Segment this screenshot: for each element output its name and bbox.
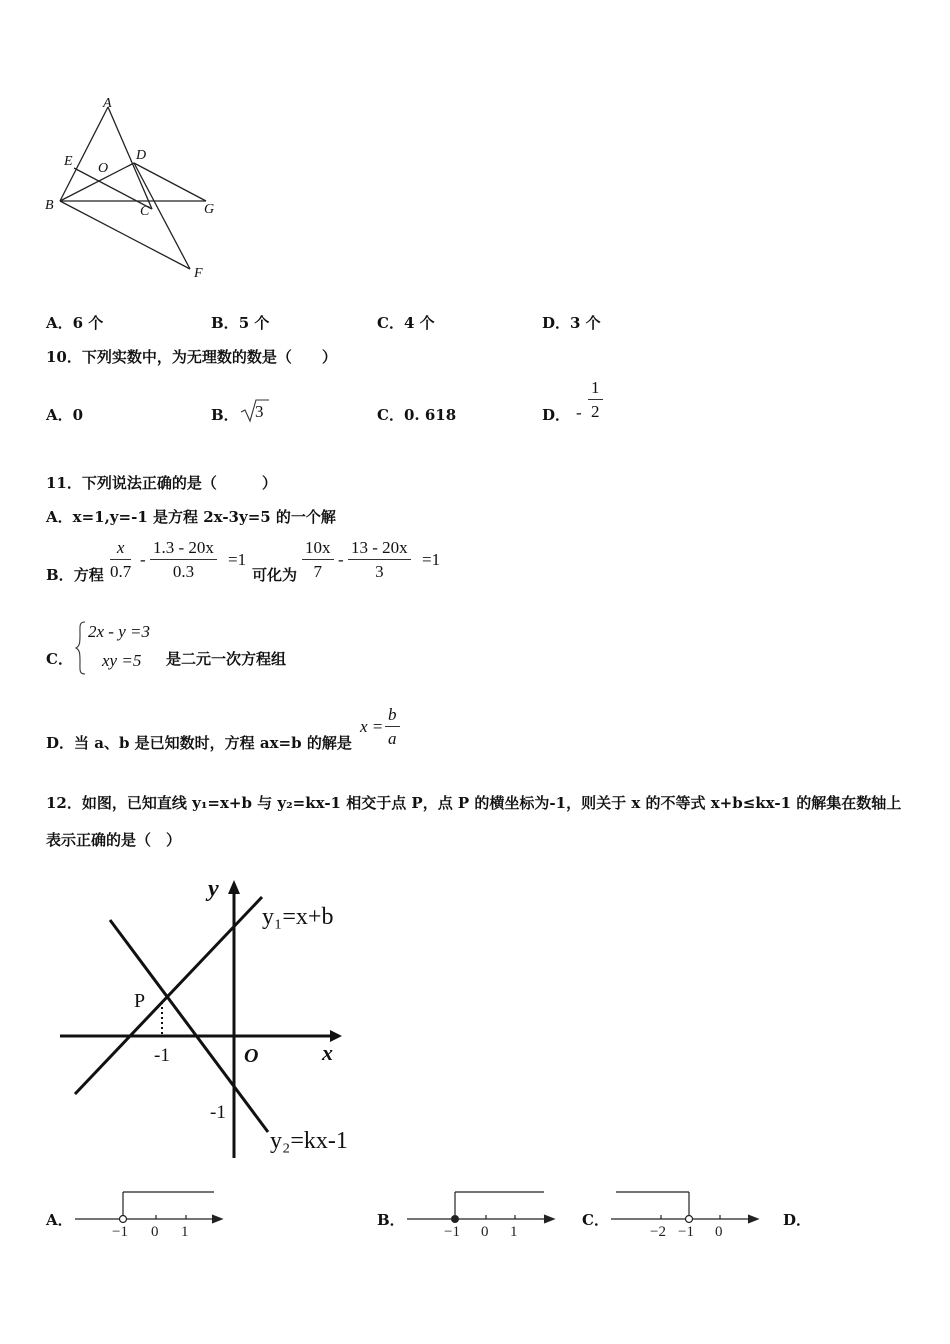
x-axis-label: x (322, 1040, 333, 1065)
q9-option-b[interactable]: B．5 个 (211, 314, 270, 332)
p-label: P (134, 990, 146, 1012)
x-tick-label: -1 (154, 1045, 170, 1066)
q12-option-c[interactable]: C． (582, 1211, 609, 1229)
q11-d-fraction: $\frac{b}{a}$ (385, 705, 400, 749)
system-brace-icon (74, 620, 88, 676)
tick-label: −1 (444, 1224, 460, 1240)
line-y2-label: y₂=kx-1 (270, 1128, 348, 1154)
tick-label: 0 (715, 1224, 723, 1240)
q12-option-a[interactable]: A． (46, 1211, 73, 1229)
q11-option-b[interactable]: B．方程 (46, 566, 104, 584)
q11-stem: 11．下列说法正确的是（ ） (46, 474, 277, 492)
label-G: G (204, 202, 215, 217)
label-E: E (64, 154, 73, 169)
q10-option-a[interactable]: A．0 (46, 406, 84, 424)
q9-option-c[interactable]: C．4 个 (377, 314, 435, 332)
q10-option-b[interactable]: B． (211, 406, 239, 424)
y-tick-label: -1 (210, 1102, 226, 1123)
label-D: D (136, 148, 147, 163)
number-line-c (606, 1188, 766, 1240)
q11-b-fraction-2: $\frac{1.3 - 20x}{0.3}$ (150, 538, 217, 582)
origin-label: O (244, 1045, 259, 1067)
q11-option-d[interactable]: D．当 a、b 是已知数时，方程 ax=b 的解是 (46, 734, 352, 752)
number-line-a (70, 1188, 230, 1240)
q10-sqrt-radicand: 3 (255, 402, 264, 421)
q12-stem-line-1: 12．如图，已知直线 y₁=x+b 与 y₂=kx-1 相交于点 P，点 P 的横坐标为-1，则关于 x 的不等式 x+b≤kx-1 的解集在数轴上 (46, 794, 902, 812)
tick-label: 1 (181, 1224, 189, 1240)
q10-option-d[interactable]: D． (542, 406, 571, 424)
q11-option-a[interactable]: A．x=1,y=-1 是方程 2x-3y=5 的一个解 (46, 508, 336, 526)
line-y1-label: y₁=x+b (262, 904, 334, 930)
q10-stem: 10．下列实数中，为无理数的数是（ ） (46, 348, 337, 366)
q10-option-c[interactable]: C．0. 618 (377, 406, 457, 424)
q11-b-fraction-4: $\frac{13 - 20x}{3}$ (348, 538, 411, 582)
line-y2 (110, 920, 268, 1132)
q9-option-d[interactable]: D．3 个 (542, 314, 601, 332)
q10-d-fraction: $\frac{1}{2}$ (588, 378, 603, 422)
linear-graph (50, 872, 380, 1167)
tick-label: −2 (650, 1224, 666, 1240)
tick-label: −1 (678, 1224, 694, 1240)
q12-stem-line-2: 表示正确的是（ ） (46, 831, 182, 849)
label-A: A (103, 96, 112, 111)
q11-c-equation-1: 2x - y =3 (88, 622, 150, 641)
tick-label: 0 (481, 1224, 489, 1240)
q11-option-c[interactable]: C． (46, 650, 73, 668)
q11-b-minus-2: - (338, 550, 344, 569)
q12-option-b[interactable]: B． (377, 1211, 405, 1229)
label-B: B (45, 198, 54, 213)
y-axis-label: y (208, 876, 219, 902)
q12-option-d[interactable]: D． (783, 1211, 812, 1229)
q11-c-text: 是二元一次方程组 (166, 650, 287, 668)
q11-b-mid-text: 可化为 (252, 566, 298, 584)
q11-b-fraction-3: $\frac{10x}{7}$ (302, 538, 334, 582)
q11-c-equation-2: xy =5 (102, 651, 142, 670)
label-C: C (140, 204, 150, 219)
q11-b-equals-1: =1 (228, 550, 247, 569)
q9-option-a[interactable]: A．6 个 (46, 314, 104, 332)
q11-d-lhs: x = (360, 717, 384, 736)
q11-b-minus-1: - (140, 550, 146, 569)
q11-b-equals-2: =1 (422, 550, 441, 569)
tick-label: 1 (510, 1224, 518, 1240)
tick-label: −1 (112, 1224, 128, 1240)
triangle-figure (40, 95, 230, 285)
tick-label: 0 (151, 1224, 159, 1240)
label-F: F (194, 266, 203, 281)
q10-d-sign: - (576, 403, 582, 422)
q11-b-fraction-1: $\frac{x}{0.7}$ (110, 538, 132, 581)
label-O: O (98, 161, 109, 176)
number-line-b (402, 1188, 562, 1240)
